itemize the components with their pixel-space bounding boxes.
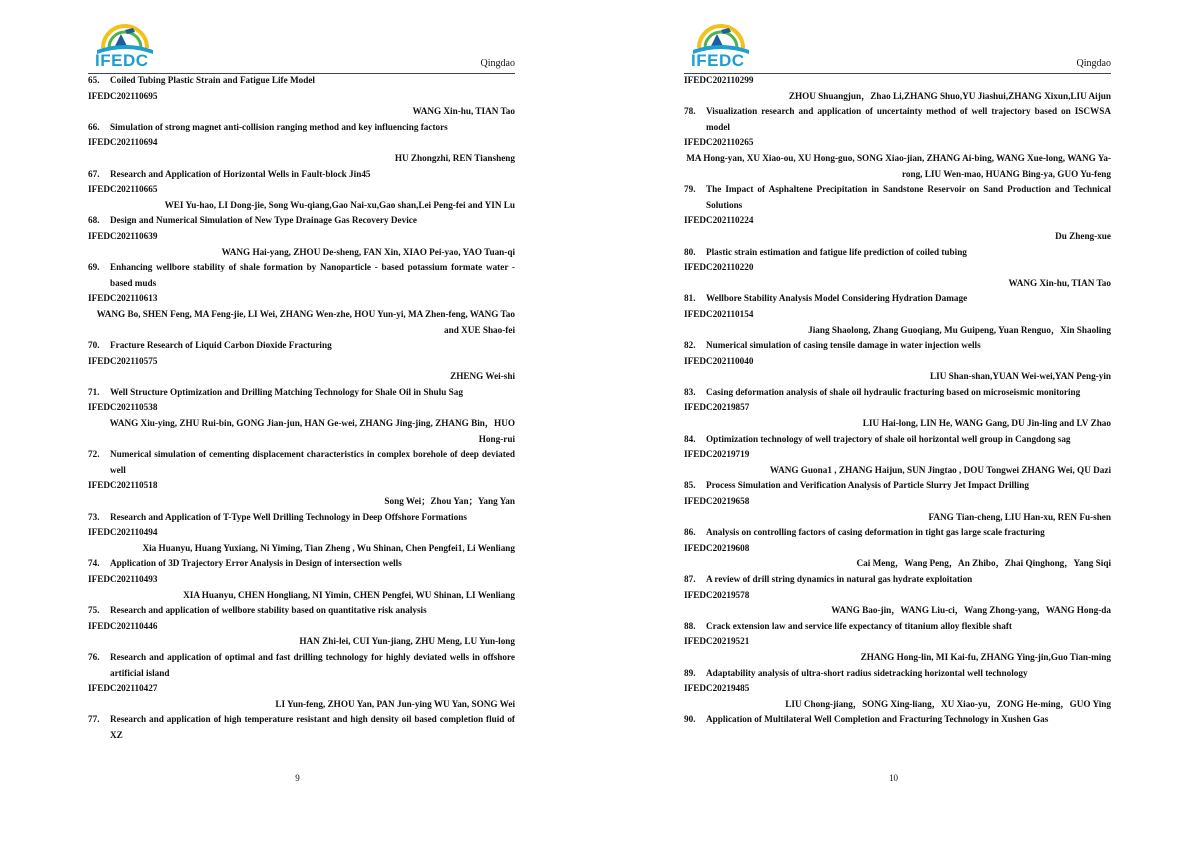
paper-title-line [684,338,1111,354]
paper-authors: Cai Meng，Wang Peng，An Zhibo，Zhai Qinghong，Yang Siqi [856,558,1111,569]
paper-number: 88. [684,620,696,631]
paper-title-line [88,650,515,681]
paper-authors: ZHANG Hong-lin, MI Kai-fu, ZHANG Ying-jin,Guo Tian-ming [860,651,1111,662]
paper-title: Wellbore Stability Analysis Model Considering Hydration Damage [706,293,968,304]
paper-number: 75. [88,605,100,616]
paper-title-line [88,447,515,478]
paper-number: 84. [684,433,696,444]
paper-entry [88,213,515,260]
paper-code: IFEDC202110427 [88,683,158,694]
paper-code: IFEDC202110494 [88,527,158,538]
paper-title: Plastic strain estimation and fatigue life prediction of coiled tubing [706,246,967,257]
paper-title: Research and application of high temperature resistant and high density oil based completion fluid of XZ [110,714,515,740]
paper-authors: LI Yun-feng, ZHOU Yan, PAN Jun-ying WU Yan, SONG Wei [275,698,515,709]
paper-number: 81. [684,293,696,304]
paper-title: Analysis on controlling factors of casing deformation in tight gas large scale fracturing [706,527,1045,538]
paper-title-line [684,291,1111,307]
paper-title: Research and Application of T-Type Well Drilling Technology in Deep Offshore Formations [110,511,467,522]
paper-title-line [88,556,515,572]
paper-title: Research and application of optimal and fast drilling technology for highly deviated wells in offshore artificial island [110,651,515,678]
paper-authors: ZHENG Wei-shi [450,371,515,382]
paper-title: Numerical simulation of casing tensile damage in water injection wells [706,340,981,351]
paper-authors: Xia Huanyu, Huang Yuxiang, Ni Yiming, Tian Zheng , Wu Shinan, Chen Pengfei1, Li Wenliang [142,542,515,553]
paper-number: 76. [88,651,100,662]
paper-title: Enhancing wellbore stability of shale formation by Nanoparticle - based potassium formate water - based muds [110,262,515,288]
paper-code: IFEDC202110538 [88,402,158,413]
paper-title-line [684,666,1111,682]
paper-entry [88,167,515,214]
paper-code: IFEDC20219658 [684,496,750,507]
paper-entry [88,712,515,743]
paper-code: IFEDC202110575 [88,355,158,366]
paper-title-line [684,712,1111,728]
paper-code: IFEDC202110493 [88,574,158,584]
paper-number: 78. [684,106,696,117]
paper-title-line [684,104,1111,135]
paper-authors: WANG Bo, SHEN Feng, MA Feng-jie, LI Wei, ZHANG Wen-zhe, HOU Yun-yi, MA Zhen-feng, WANG Tao and XUE Shao-fei [96,308,515,335]
paper-entry [684,712,1111,728]
paper-code: IFEDC202110224 [684,215,754,226]
paper-number: 74. [88,558,100,569]
paper-number: 89. [684,667,696,678]
paper-authors: Jiang Shaolong, Zhang Guoqiang, Mu Guipeng, Yuan Renguo，Xin Shaoling [808,324,1111,335]
paper-number: 86. [684,527,696,538]
paper-title-line [684,385,1111,401]
paper-authors: FANG Tian-cheng, LIU Han-xu, REN Fu-shen [928,511,1111,522]
paper-entry [684,666,1111,713]
paper-title-line [88,510,515,526]
paper-authors: WEI Yu-hao, LI Dong-jie, Song Wu-qiang,Gao Nai-xu,Gao shan,Lei Peng-fei and YIN Lu [164,199,515,210]
paper-number: 77. [88,714,100,725]
paper-title: Optimization technology of well trajectory of shale oil horizontal well group in Cangdong sag [706,433,1071,444]
paper-authors: WANG Bao-jin，WANG Liu-ci，Wang Zhong-yang，WANG Hong-da [831,605,1111,616]
paper-entry [88,120,515,167]
paper-title: Visualization research and application of uncertainty method of well trajectory based on ISCWSA model [706,106,1111,132]
paper-entry [684,525,1111,572]
paper-entry [684,432,1111,479]
page-left [0,0,595,842]
paper-entry [88,603,515,650]
paper-code: IFEDC202110639 [88,230,158,241]
paper-title-line [88,712,515,743]
paper-title-line [684,572,1111,588]
paper-code: IFEDC202110220 [684,262,754,273]
header-city: Qingdao [1076,58,1111,69]
paper-code: IFEDC20219857 [684,402,750,413]
paper-title: Casing deformation analysis of shale oil hydraulic fracturing based on microseismic monitoring [706,386,1081,397]
paper-number: 72. [88,449,100,460]
paper-code: IFEDC20219719 [684,449,750,460]
paper-title: Well Structure Optimization and Drilling Matching Technology for Shale Oil in Shulu Sag [110,386,463,397]
logo-text: IFEDC [95,51,149,70]
paper-title-line [684,432,1111,448]
paper-entry [684,291,1111,338]
page-number: 10 [889,773,898,783]
paper-number: 69. [88,262,100,273]
paper-authors: XIA Huanyu, CHEN Hongliang, NI Yimin, CHEN Pengfei, WU Shinan, LI Wenliang [183,589,515,600]
paper-authors: LIU Chong-jiang，SONG Xing-liang，XU Xiao-yu，ZONG He-ming，GUO Ying [785,698,1111,709]
paper-title: Design and Numerical Simulation of New Type Drainage Gas Recovery Device [110,215,417,226]
paper-number: 79. [684,184,696,195]
paper-entry [684,245,1111,292]
paper-title-line [88,338,515,354]
paper-authors: MA Hong-yan, XU Xiao-ou, XU Hong-guo, SONG Xiao-jian, ZHANG Ai-bing, WANG Xue-long, WANG Ya-rong, LIU Wen-mao, HUANG Bing-ya, GUO Yu-feng [686,152,1111,179]
continuation-entry [684,73,1111,104]
paper-title: Adaptability analysis of ultra-short radius sidetracking horizontal well technology [706,667,1028,678]
paper-code: IFEDC202110518 [88,480,158,491]
header-city: Qingdao [480,58,515,69]
paper-number: 66. [88,121,100,132]
paper-authors: WANG Xin-hu, TIAN Tao [412,106,515,117]
paper-number: 65. [88,75,100,85]
paper-code: IFEDC202110299 [684,75,754,85]
paper-code: IFEDC202110040 [684,355,754,366]
paper-title: Numerical simulation of cementing displacement characteristics in complex borehole of deep deviated well [110,449,515,475]
paper-entry [684,104,1111,182]
paper-title-line [684,245,1111,261]
paper-entry [684,619,1111,666]
paper-number: 87. [684,574,696,584]
paper-entry [88,556,515,603]
paper-title-line [88,385,515,401]
paper-authors: Song Wei；Zhou Yan；Yang Yan [384,496,515,507]
paper-entry [684,572,1111,619]
paper-title: A review of drill string dynamics in natural gas hydrate exploitation [706,574,973,584]
entries-list [88,73,515,744]
paper-code: IFEDC202110665 [88,184,158,195]
paper-title-line [88,120,515,136]
paper-authors: LIU Hai-long, LIN He, WANG Gang, DU Jin-ling and LV Zhao [862,418,1111,429]
paper-entry [684,478,1111,525]
paper-code: IFEDC202110154 [684,308,754,319]
paper-title: Application of Multilateral Well Completion and Fracturing Technology in Xushen Gas [706,714,1049,725]
paper-title: The Impact of Asphaltene Precipitation in Sandstone Reservoir on Sand Production and Technical Solutions [706,184,1111,210]
paper-entry [88,260,515,338]
paper-code: IFEDC202110694 [88,137,158,148]
paper-number: 67. [88,168,100,179]
page-header [88,18,515,74]
paper-authors: WANG Xin-hu, TIAN Tao [1008,277,1111,288]
paper-entry [88,650,515,712]
paper-title: Fracture Research of Liquid Carbon Dioxide Fracturing [110,340,332,351]
page-header [684,18,1111,74]
paper-code: IFEDC20219521 [684,636,750,647]
paper-title: Application of 3D Trajectory Error Analysis in Design of intersection wells [110,558,402,569]
paper-entry [88,73,515,120]
paper-code: IFEDC20219485 [684,683,750,694]
paper-number: 73. [88,511,100,522]
page-right [596,0,1191,842]
paper-authors: WANG Xiu-ying, ZHU Rui-bin, GONG Jian-jun, HAN Ge-wei, ZHANG Jing-jing, ZHANG Bin，HUO Hong-rui [109,418,515,444]
paper-authors: HU Zhongzhi, REN Tiansheng [394,152,515,163]
paper-number: 70. [88,340,100,351]
logo-text: IFEDC [691,51,745,70]
paper-number: 80. [684,246,696,257]
paper-authors: Du Zheng-xue [1055,230,1111,241]
paper-title-line [684,478,1111,494]
paper-authors: WANG Hai-yang, ZHOU De-sheng, FAN Xin, XIAO Pei-yao, YAO Tuan-qi [221,246,515,257]
paper-title: Coiled Tubing Plastic Strain and Fatigue Life Model [110,75,315,85]
paper-code: IFEDC20219608 [684,542,750,553]
paper-entry [88,385,515,447]
paper-authors: HAN Zhi-lei, CUI Yun-jiang, ZHU Meng, LU Yun-long [299,636,515,647]
paper-title: Research and application of wellbore stability based on quantitative risk analysis [110,605,427,616]
paper-entry [684,338,1111,385]
paper-authors: LIU Shan-shan,YUAN Wei-wei,YAN Peng-yin [930,371,1111,382]
paper-authors: WANG Guona1 , ZHANG Haijun, SUN Jingtao , DOU Tongwei ZHANG Wei, QU Dazi [769,464,1111,475]
paper-code: IFEDC202110446 [88,620,158,631]
paper-title-line [684,619,1111,635]
paper-title-line [88,73,515,89]
paper-title: Research and Application of Horizontal Wells in Fault-block Jin45 [110,168,371,179]
paper-title-line [684,525,1111,541]
paper-title: Process Simulation and Verification Analysis of Particle Slurry Jet Impact Drilling [706,480,1029,491]
entries-list [684,73,1111,728]
paper-code: IFEDC202110613 [88,293,158,304]
paper-authors: ZHOU Shuangjun，Zhao Li,ZHANG Shuo,YU Jiashui,ZHANG Xixun,LIU Aijun [788,90,1111,101]
paper-title: Crack extension law and service life expectancy of titanium alloy flexible shaft [706,620,1012,631]
paper-entry [88,447,515,509]
paper-title-line [684,182,1111,213]
paper-number: 90. [684,714,696,725]
ifedc-logo [689,18,753,74]
paper-number: 85. [684,480,696,491]
paper-code: IFEDC202110695 [88,90,158,101]
paper-code: IFEDC20219578 [684,589,750,600]
page-number: 9 [295,773,300,783]
paper-number: 83. [684,386,696,397]
paper-title: Simulation of strong magnet anti-collision ranging method and key influencing factors [110,121,448,132]
paper-entry [88,510,515,557]
paper-title-line [88,213,515,229]
paper-title-line [88,603,515,619]
paper-title-line [88,167,515,183]
paper-number: 68. [88,215,100,226]
paper-code: IFEDC202110265 [684,137,754,148]
ifedc-logo [93,18,157,74]
paper-entry [684,385,1111,432]
paper-title-line [88,260,515,291]
paper-entry [684,182,1111,244]
paper-entry [88,338,515,385]
paper-number: 82. [684,340,696,351]
paper-number: 71. [88,386,100,397]
